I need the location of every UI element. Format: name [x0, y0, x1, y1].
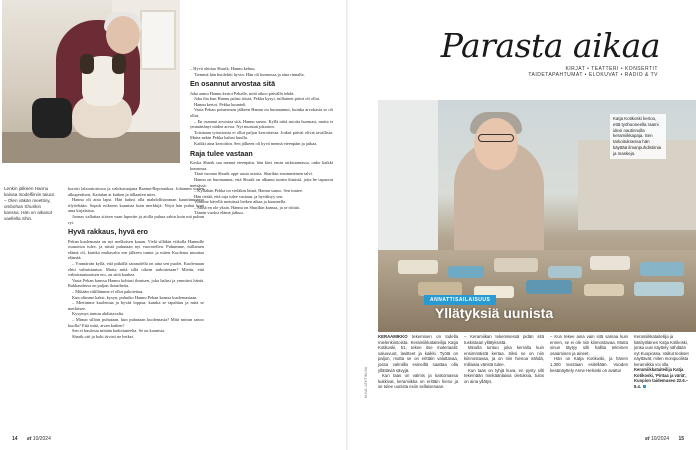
paragraph: – Mietimme kuolemaa ja hyvää loppua, kuinka se tapahtuu ja mitä se merkitsee.: [68, 300, 204, 311]
paragraph-text: tekeminen on todella mielenkiintoista. Keramiikkataiteilija Katja Kotikoski, 51, tekee itse materiaalit: valuuvuot, lasitteet ja kaikki. Työtä on paljon, mutta se on erittäin valuttavaa, jossa valmiilla esineillä saattaa olla yllättäviä sävyjä.: [378, 334, 458, 373]
magazine-logo: et: [645, 436, 650, 442]
paragraph: Vasta Pekan kanssa Hannu kohtasi ihmisen, joka halusi ja ymmärsi häntä. Rakkaudessa on paljon ilonaiheita.: [68, 277, 204, 289]
section-subtitle: [468, 66, 658, 79]
paragraph: Hän tietää, että raja tulee vastaan, ja hyväksyy sen.: [194, 193, 284, 199]
lead-word: KERAAMIKKO: [378, 334, 408, 339]
paragraph: Sharik otti ja koki tiivisti ne hetket.: [72, 333, 135, 339]
paragraph: – Mikään välillämme ei ollut pakotettua.: [72, 289, 144, 294]
issue-number: 10/2024: [650, 436, 670, 442]
paragraph: Sen ei kuulosta mitään kadottaneelta. Se on kaunista.: [72, 328, 166, 334]
info-box: [634, 334, 692, 389]
paragraph: Keramiikkataiteilija ja käsityöläinen Katja Kotikoski, jonka uusi näyttely nähdään nyt Kuopiossa. Valitut teokset näyttävät, miten monipuolista keramiikka voi olla.: [634, 334, 689, 367]
article-column-r2: [464, 334, 544, 384]
paragraph: [378, 334, 458, 373]
paragraph: Tiemmä hän huolehtii hyvin. Hän oli kunnossa ja aina rinnalla.: [194, 71, 305, 77]
paragraph: korotti laboratoriossa ja valokuvaajana Raama-Reporauksa. Johannes uuden alkuperäisen, Kaitalan ai kaiken ja tällaatten mies.: [68, 186, 204, 197]
paragraph: Kun taas on valmis ja katsomassa kukkivat, keramiikka on erittäin hieno ja se tulee uunista esiin sellaisenaan.: [378, 373, 458, 390]
paragraph: Toisinaan työasioista ei ollut paljon kerrottavaa. Jotkut päivät olivat tavallisia. Mutta nekin Pekka halusi kuulla.: [190, 129, 333, 141]
issue-number: 10/2024: [32, 436, 51, 442]
article-column-1: [68, 186, 204, 339]
article-column-2: [190, 66, 333, 216]
event-credit: [634, 367, 692, 389]
paragraph: – En osannut arvostaa sitä, Hannu sanoo. Kyllä niitä asioita huomasi, mutta ei ymmärtänyt niiden arvoa. Nyt muistan jokaisen.: [190, 118, 333, 130]
article-headline: Yllätyksiä uunista: [434, 305, 554, 321]
end-mark-icon: [643, 385, 646, 388]
article-column-r1: [378, 334, 458, 390]
magazine-logo: et: [26, 436, 32, 442]
paragraph: – Kyllähän Pekka on vieläkin läsnä, Hannu sanoo. Sen tuntee.: [194, 188, 304, 194]
paragraph: Kaikki aina kerrottiin. Sen jälkeen oli hyvä mennä eteenpäin ja jatkaa.: [194, 141, 318, 147]
paragraph: Kun taas on tyhjä kuva, en pysty silti tekemään minkäänlaisia oletuksia, tulos on aina yllätys.: [464, 367, 544, 384]
photo-caption-left: Lenkin jälkeen Hannu kaivaa Isodelfiiniin taiuut. – Olen väkän meettiny, ombohan Shurikin kanssa. Hän on aikanut vaellella Shin.: [4, 186, 56, 221]
subheading: Raja tulee vastaan: [190, 148, 253, 158]
paragraph: – Hyvä ohittaa Shurik, Hannu kehuu.: [190, 66, 256, 71]
paragraph: Pekan kuolemasta on nyt melkoisen kauan. Vielä silläkin viikolla Hannulle osanottoa tulee, ja niistä puhutaan nyt vuorotellen. Puhumme, millainen elämä oli, kuinka mukavalta sen jälkeen tuntui ja miten Kuolema muuttaa elämää.: [68, 238, 204, 261]
right-page: [348, 0, 696, 450]
paragraph: Joonas vallattaa siitsen vaan lupertin ja aiolla puhua sabin kuin mä puhun ryt.: [68, 213, 204, 225]
portrait-photo-with-dog: [2, 0, 180, 163]
paragraph: – Minä en ole yksin. Hannu on Shurikin kanssa, ja se riittää.: [194, 204, 300, 210]
paragraph: Hannu kertoi. Pekka kuunteli.: [194, 101, 247, 107]
article-column-r3: [550, 334, 628, 373]
section-subtitle-line: KIRJAT • TEATTERI • KONSERTIT: [565, 66, 658, 72]
event-credit-text: Keramiikkataiteilija Katja Kotikoski, 'Pintaa ja väriä', Kuopion taidemuseo 22.6.–8.4.: [634, 367, 689, 389]
paragraph: Koska Sharik saa mennä eteenpäin, hän kävi ensin tarkistamassa, onko kaikki kunnossa.: [190, 160, 333, 171]
paragraph: Tämän vuoksi elämä jatkuu.: [194, 210, 244, 216]
category-badge: ANNATTISAILAISUUS: [424, 295, 496, 305]
section-subtitle-line: TAIDETAPAHTUMAT • ELOKUVAT • RADIO & TV: [528, 72, 658, 79]
paragraph: – Ymmärrän kyllä, että pitkällä sairaudella on aina sen puolet. Kuolemaan ehtii valmistautua. Mutta mitä sillä oikein tarkoitetaan? Mietin, että valmistautumisen ero, on siitä kauhea.: [68, 261, 204, 278]
paragraph: – Kun tekee aina vain sitä samaa kuin ennen, se ei ole niin kiinnostavaa. Mutta sinun täytyy silti hallita tekninen osaaminen ja aineet.: [550, 334, 628, 356]
paragraph: Hannu oli aina lapsi. Hän halusi olla mahdollisimman kauniimmassa tilyöeltään. Sopuli erikseen kaunista kuin merkkijä. Nöyä hän puhui koni aina kirjalaisia.: [68, 197, 204, 214]
paragraph: – Keramiikan tekemisessä pidän sitä tuskistaan yllätyksistä.: [464, 334, 544, 345]
page-number: 14: [12, 436, 18, 442]
paragraph: Kysymys tuntuu ahdistavalta.: [72, 311, 125, 317]
paragraph: Minulla tuntuu joka kerralla kuin ensimmäistä kertaa. Siksi se on niin kiinnostavaa, ja on niin hienoa nähdä, millaisia väristä tulee.: [464, 345, 544, 367]
paragraph: Joka ilta kun Hannu palasi töistä, Pekka kysyi, millainen päivä oli ollut.: [194, 96, 321, 102]
page-footer-right: [645, 436, 684, 442]
paragraph: Voimme kävellä metsässä hetken aikaa ja kuunnella.: [194, 199, 287, 205]
paragraph: Kun olimme kaksi, kysyn, puhuiko Hannu Pekan kanssa kuolemastaan.: [72, 294, 198, 300]
subheading: En osannut arvostaa sitä: [190, 79, 276, 89]
page-number: 15: [678, 436, 684, 442]
paragraph: Hannu on huomannut, että Shurik on alkanut tuntea ihmisiä, joita he tapaavat metsässä.: [190, 176, 333, 188]
page-footer-left: [12, 436, 51, 442]
section-title: Parasta aikaa: [440, 26, 660, 65]
paragraph: Vasta Pekan poismenon jälkeen Hannu on huomannut, kuinka arvokasta se oli ollut.: [190, 107, 333, 119]
paragraph: – Minun silloin puhutaan, kun puhutaan kuolemasta? Mitä minun sanoo kuolla? Että mitä, aivan kaiken?: [68, 316, 204, 328]
paragraph: Tänä vuonna Shurik oppi uusia asioita. Sharikin ensimmäinen talvi.: [194, 171, 314, 177]
photo-credit: KUVA: LEHTIKUVA: [364, 366, 368, 398]
photo-caption-right: Katja Kotikoski kertoo, että työhuoneella raami ideoi nautinnolla keramiikkapaja. Sen tarkoituksessa hän käyttää ilmanpuhdistimia ja maskeja.: [610, 114, 666, 159]
subheading: Hyvä rakkaus, hyvä ero: [68, 227, 148, 237]
paragraph: Joka aamu Hannu kertoi Pekalle, mitä aikoo päivällä tehdä.: [190, 90, 295, 96]
paragraph: Hän on Katja Kotikoski, ja hänen 1.300 teostaan esitellään. Vuoden kesänäyttely Anne Helsinki on avattu!: [550, 356, 628, 373]
